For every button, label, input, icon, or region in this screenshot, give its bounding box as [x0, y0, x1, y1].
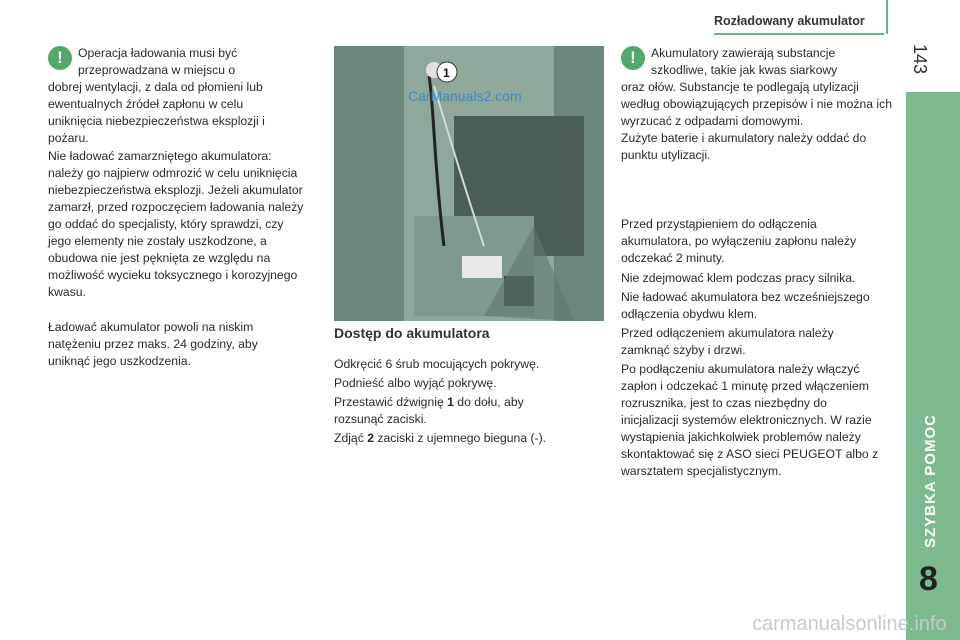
chapter-tab-label: SZYBKA POMOC [922, 414, 939, 548]
chapter-number: 8 [919, 560, 938, 598]
step-4-text: Zdjąć 2 zaciski z ujemnego bieguna (-). [334, 431, 547, 445]
hazard-text-body: oraz ołów. Substancje te podlegają utylizacji według obowiązujących przepisów i nie można ich wyrzucać z odpadami domowymi. [621, 80, 892, 128]
frozen-battery-paragraph: Nie ładować zamarzniętego akumulatora: należy go najpierw odmrozić w celu uniknięcia niebezpieczeństwa eksplozji. Jeżeli akumulator zamarzł, przed rozpoczęciem ładowania należy go oddać do specjalisty, który sprawdzi, czy jego elementy nie zostały uszkodzone, a obudowa nie jest pęknięta ze względu na możliwość wycieku toksycznego i korozyjnego kwasu. [48, 149, 304, 299]
step-1-text: Odkręcić 6 śrub mocujących pokrywę. [334, 357, 540, 371]
photo-callout-1: 1 [443, 66, 450, 80]
warning-text-body: dobrej wentylacji, z dala od płomieni lub ewentualnych źródeł zapłonu w celu uniknięcia niebezpieczeństwa eksplozji i pożaru. [48, 80, 265, 145]
carmanuals-watermark: CarManuals2.com [408, 88, 522, 104]
warning-exclamation-icon: ! [48, 46, 72, 70]
chapter-side-tab [906, 92, 960, 640]
info-close-windows: Przed odłączeniem akumulatora należy zamknąć szyby i drzwi. [621, 326, 834, 357]
footer-watermark: carmanualsonline.info [752, 613, 947, 635]
page-number: 143 [910, 44, 930, 75]
step-3-text: Przestawić dźwignię 1 do dołu, aby rozsunąć zaciski. [334, 395, 524, 426]
hazard-text-line2: szkodliwe, takie jak kwas siarkowy [651, 63, 838, 77]
section-title: Dostęp do akumulatora [334, 325, 490, 341]
info-engine-running: Nie zdejmować klem podczas pracy silnika. [621, 271, 856, 285]
step-2-text: Podnieść albo wyjąć pokrywę. [334, 376, 497, 390]
header-vertical-bar [886, 0, 888, 34]
hazard-text-line1: Akumulatory zawierają substancje [651, 46, 836, 60]
info-wait-2min: Przed przystąpieniem do odłączenia akumulatora, po wyłączeniu zapłonu należy odczekać 2 minuty. [621, 217, 857, 265]
warning-text-line2: przeprowadzana w miejscu o [78, 63, 236, 77]
info-disconnect-both: Nie ładować akumulatora bez wcześniejszego odłączenia obydwu klem. [621, 290, 870, 321]
warning-exclamation-icon-right: ! [621, 46, 645, 70]
info-reconnect: Po podłączeniu akumulatora należy włączyć zapłon i odczekać 1 minutę przed włączeniem rozrusznika, jest to czas niezbędny do inicjalizacji systemów elektronicznych. W razie wystąpienia jakichkolwiek problemów należy skontaktować się z ASO sieci PEUGEOT albo z warsztatem specjalistycznym. [621, 362, 879, 478]
header-divider [714, 33, 884, 35]
slow-charge-paragraph: Ładować akumulator powoli na niskim natężeniu przez maks. 24 godziny, aby uniknąć jego uszkodzenia. [48, 320, 258, 368]
warning-text-line1: Operacja ładowania musi być [78, 46, 238, 60]
recycling-paragraph: Zużyte baterie i akumulatory należy oddać do punktu utylizacji. [621, 131, 867, 162]
page-header-title: Rozładowany akumulator [714, 14, 865, 28]
